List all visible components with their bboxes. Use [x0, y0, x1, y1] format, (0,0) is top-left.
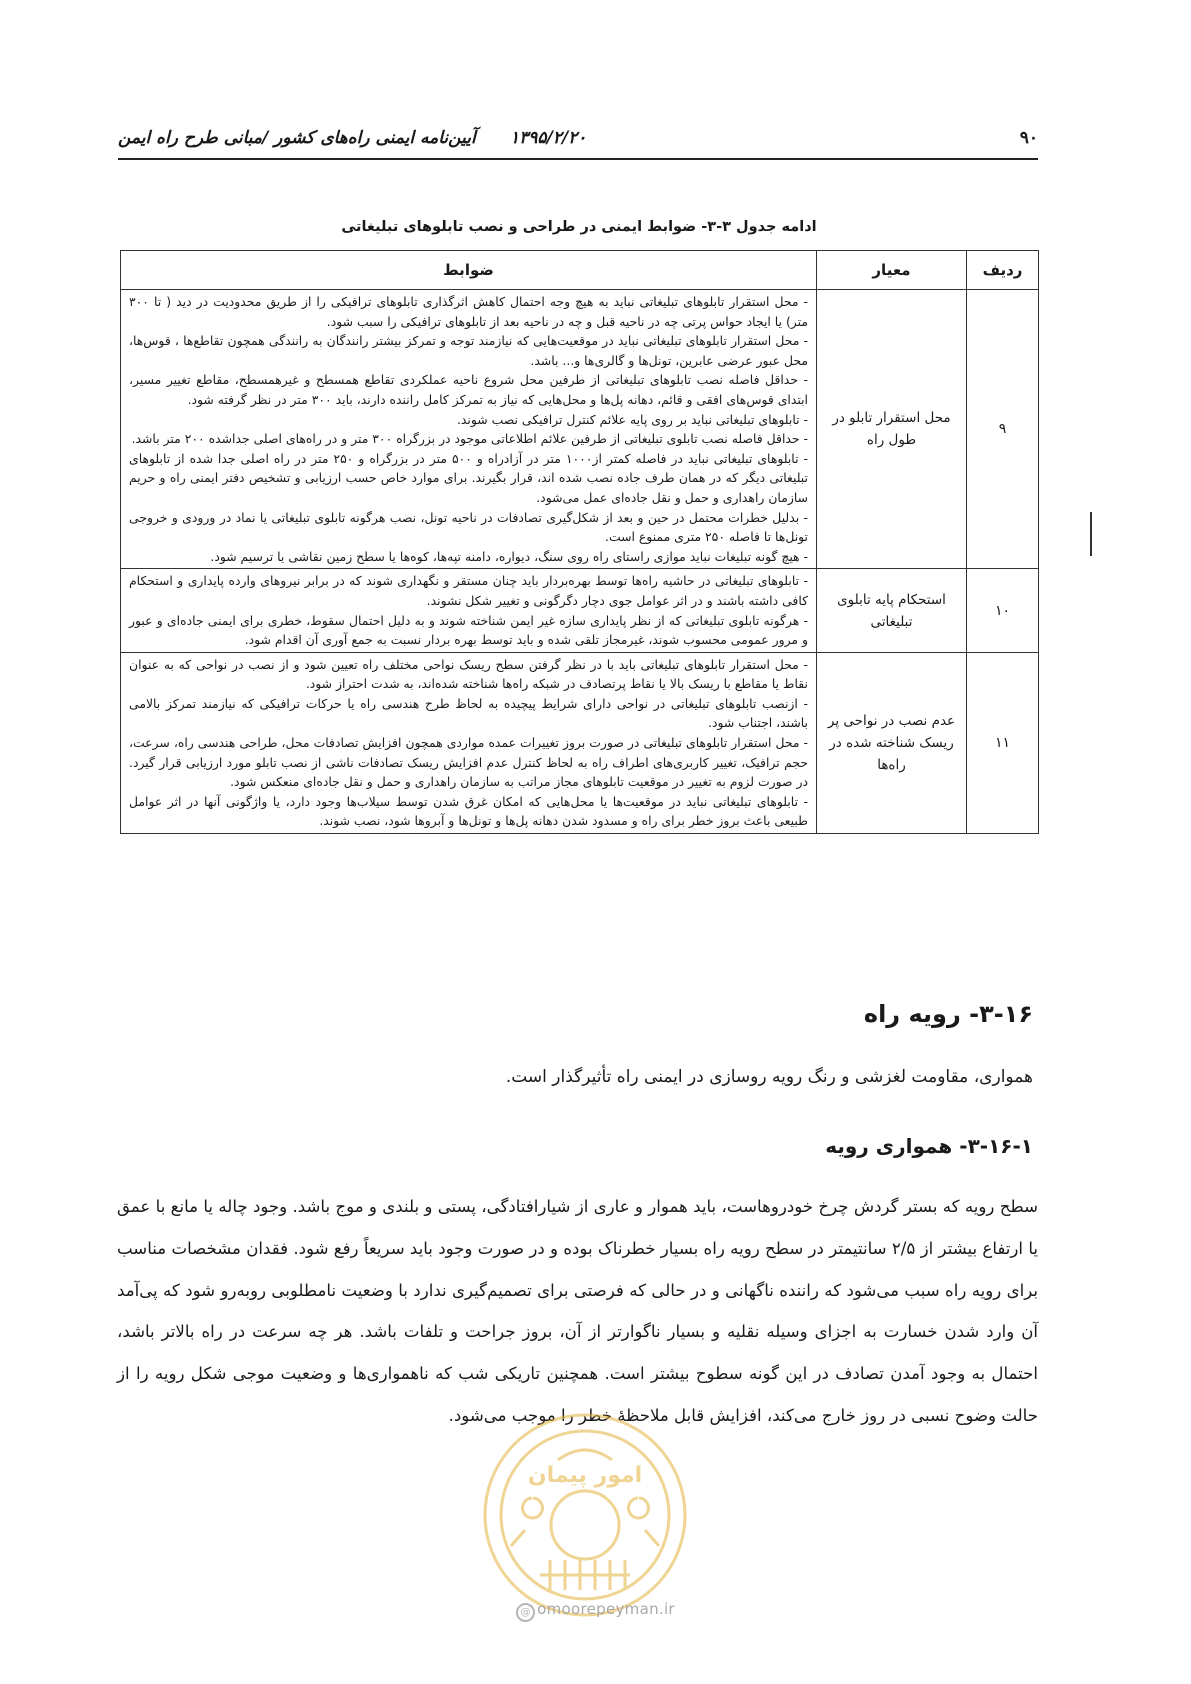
rule-item: - هیچ گونه تبلیغات نباید موازی راستای راه روی سنگ، دیواره، دامنه تپه‌ها، کوه‌ها یا سطح زمین نقاشی یا ترسیم شود. [210, 548, 808, 564]
column-header-row-number: ردیف [967, 251, 1039, 290]
rule-item: - تابلوهای تبلیغاتی نباید در موقعیت‌ها یا محل‌هایی که امکان غرق شدن توسط سیلاب‌ها وجود دارد، یا واژگونی آنها در اثر عوامل طبیعی باعث بروز خطر برای راه و مسدود شدن دهانه پل‌ها و تونل‌ها و آبروها شود، نصب شوند. [129, 793, 808, 829]
column-header-rules: ضوابط [121, 251, 817, 290]
rule-item: - محل استقرار تابلوهای تبلیغاتی نباید به هیچ وجه احتمال کاهش اثرگذاری تابلوهای ترافیکی را از طریق محدودیت در دید ( تا ۳۰۰ متر) یا ایجاد حواس پرتی چه در ناحیه قبل و چه در ناحیه بعد از تابلوهای ترافیکی را سبب شود. [129, 294, 808, 329]
rule-item: - حداقل فاصله نصب تابلوهای تبلیغاتی از طرفین محل شروع ناحیه عملکردی تقاطع همسطح و غیرهمسطح، مقاطع تغییر مسیر، ابتدای قوس‌های افقی و قائم، دهانه پل‌ها و محل‌هایی که نیاز به تمرکز کامل راننده دارند، باید ۳۰۰ متر در نظر گرفته شود. [129, 372, 808, 407]
watermark-url [0, 1600, 1191, 1622]
section-title: ۳-۱۶- رویه راه [863, 1000, 1033, 1028]
header-book-title: آیین‌نامه ایمنی راه‌های کشور /مبانی طرح راه ایمن [118, 128, 476, 148]
row-criterion: استحکام پایه تابلوی تبلیغاتی [817, 569, 967, 652]
table-header-row [121, 251, 1039, 290]
watermark-seal-icon [470, 1400, 700, 1630]
rule-item: - تابلوهای تبلیغاتی در حاشیه راه‌ها توسط بهره‌بردار باید چنان مستقر و نگهداری شوند که در برابر نیروهای وارده پایداری و استحکام کافی داشته باشند و در اثر عوامل جوی دچار دگرگونی و تغییر شکل نشوند. [129, 573, 808, 608]
table-caption: ادامه جدول ۳-۳- ضوابط ایمنی در طراحی و نصب تابلوهای تبلیغاتی [341, 219, 817, 235]
row-number: ۹ [967, 290, 1039, 569]
rule-item: - تابلوهای تبلیغاتی نباید در فاصله کمتر از۱۰۰۰ متر در آزادراه و ۵۰۰ متر در بزرگراه و ۲۵۰ متر در راه اصلی جدا شده از تابلوهای تبلیغاتی دیگر که در همان طرف جاده نصب شده اند، قرار بگیرند. برای موارد خاص حسب ارزیابی و تشخیص دفتر ایمنی راه و حریم سازمان راهداری و حمل و نقل جاده‌ای عمل می‌شود. [129, 450, 808, 505]
page-header [118, 124, 1038, 156]
rule-item: - تابلوهای تبلیغاتی نباید بر روی پایه علائم کنترل ترافیکی نصب شوند. [456, 411, 808, 427]
row-criterion: محل استقرار تابلو در طول راه [817, 290, 967, 569]
watermark-site: omoorepeyman.ir [537, 1600, 675, 1618]
rule-item: - هرگونه تابلوی تبلیغاتی که از نظر پایداری سازه غیر ایمن شناخته شوند و به دلیل احتمال سقوط، خطری برای ایمنی جاده‌ای و عبور و مرور عمومی محسوب شوند، غیرمجاز تلقی شده و باید توسط بهره بردار نسبت به جمع آوری آن اقدام شود. [129, 612, 808, 648]
rule-item: - محل استقرار تابلوهای تبلیغاتی باید با در نظر گرفتن سطح ریسک نواحی مختلف راه تعیین شود و از نصب در نواحی که به عنوان نقاط یا مقاطع با ریسک بالا یا نقاط پرتصادف در شبکه راه‌ها شناخته شده‌اند، به شدت احتراز شود. [129, 656, 808, 692]
page-number: ۹۰ [1019, 128, 1038, 148]
row-number: ۱۰ [967, 569, 1039, 652]
header-rule [118, 158, 1038, 160]
body-paragraph: سطح رویه که بستر گردش چرخ خودروهاست، باید هموار و عاری از شیارافتادگی، پستی و بلندی و موج باشد. وجود چاله یا مانع با عمق یا ارتفاع بیشتر از ۲/۵ سانتیمتر در سطح رویه راه بسیار خطرناک بوده و در صورت وجود باید سریعاً رفع شود. فقدان مشخصات مناسب برای رویه راه سبب می‌شود که راننده ناگهانی و در حالی که فرصتی برای تصمیم‌گیری ندارد با وضعیت نامطلوبی روبه‌رو شود که پی‌آمد آن وارد شدن خسارت به اجزای وسیله نقلیه و بسیار ناگوارتر از آن، بروز جراحت و تلفات باشد. هر چه سرعت در راه بالاتر باشد، احتمال به وجود آمدن تصادف در این گونه سطوح بیشتر است. همچنین تاریکی شب که ناهمواری‌ها و وضعیت موجی شکل رویه را از حالت وضوح نسبی در روز خارج می‌کند، افزایش قابل ملاحظهٔ خطر را موجب می‌شود. [117, 1197, 1038, 1425]
rule-item: - محل استقرار تابلوهای تبلیغاتی در صورت بروز تغییرات عمده مواردی همچون افزایش تصادفات محل، طراحی هندسی راه، سرعت، حجم ترافیک، تغییر کاربری‌های اطراف راه به لحاظ کنترل عدم افزایش ریسک تصادفات ناشی از نصب تابلو مورد ارزیابی قرار گیرد. در صورت لزوم به تغییر در موقعیت تابلوهای مجاز مراتب به سازمان راهداری و حمل و نقل جاده‌ای منعکس شود. [129, 735, 808, 790]
rule-item: - ازنصب تابلوهای تبلیغاتی در نواحی دارای شرایط پیچیده به لحاظ طرح هندسی راه یا حرکات ترافیکی که نیازمند تمرکز بالامی باشند، اجتناب شود. [129, 695, 808, 731]
header-date: ۱۳۹۵/۲/۲۰ [510, 128, 587, 148]
rule-item: - محل استقرار تابلوهای تبلیغاتی نباید در موقعیت‌هایی که نیازمند توجه و تمرکز بیشتر رانندگان به رانندگی همچون تقاطع‌ها ، قوس‌ها، محل عبور عرضی عابرین، تونل‌ها و گالری‌ها و... باشد. [129, 333, 808, 368]
row-rules [121, 290, 817, 569]
row-rules [121, 652, 817, 833]
column-header-criterion: معیار [817, 251, 967, 290]
subsection-title: ۳-۱۶-۱- همواری رویه [825, 1134, 1033, 1158]
table-row [121, 290, 1039, 569]
section-intro: همواری، مقاومت لغزشی و رنگ رویه روسازی در ایمنی راه تأثیرگذار است. [505, 1067, 1033, 1087]
rule-item: - بدلیل خطرات محتمل در حین و بعد از شکل‌گیری تصادفات در ناحیه تونل، نصب هرگونه تابلوی تبلیغاتی یا نماد در ورودی و خروجی تونل‌ها تا فاصله ۲۵۰ متری ممنوع است. [129, 509, 808, 545]
table-row [121, 569, 1039, 652]
table-row [121, 652, 1039, 833]
at-sign-icon: @ [516, 1603, 535, 1622]
row-number: ۱۱ [967, 652, 1039, 833]
rule-item: - حداقل فاصله نصب تابلوی تبلیغاتی از طرفین علائم اطلاعاتی موجود در بزرگراه ۳۰۰ متر و در راه‌های اصلی جداشده ۲۰۰ متر باشد. [131, 431, 808, 447]
rules-table [120, 250, 1039, 834]
row-rules [121, 569, 817, 652]
row-criterion: عدم نصب در نواحی پر ریسک شناخته شده در راه‌ها [817, 652, 967, 833]
margin-change-bar [1090, 512, 1092, 556]
seal-text: امور پیمان [527, 1463, 643, 1488]
